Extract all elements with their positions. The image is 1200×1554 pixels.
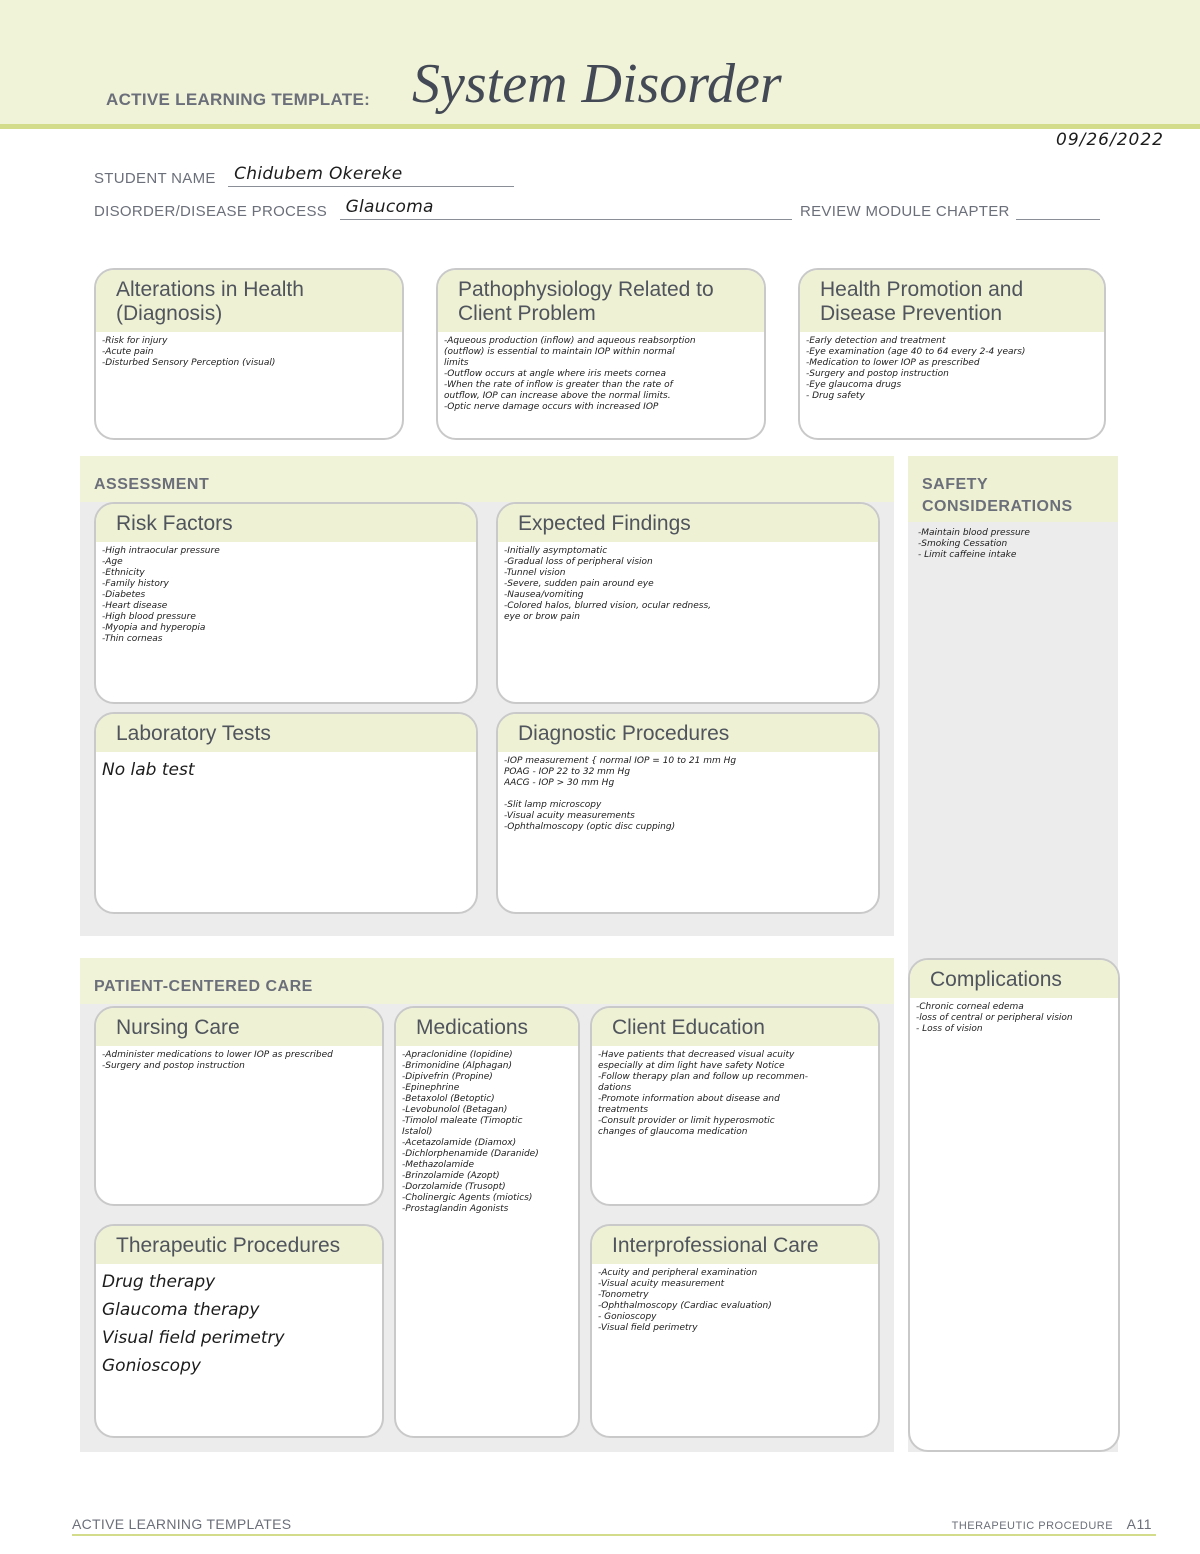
- footer-divider: [72, 1534, 1156, 1536]
- student-name-field[interactable]: [228, 166, 514, 187]
- handwritten-line: -Initially asymptomatic: [504, 546, 608, 556]
- handwritten-line: -Acuity and peripheral examination: [598, 1268, 758, 1278]
- handwritten-line: -Prostaglandin Agonists: [402, 1204, 509, 1214]
- interprofessional-care-title: Interprofessional Care: [592, 1226, 878, 1264]
- handwritten-line: -Diabetes: [102, 590, 146, 600]
- handwritten-line: -Surgery and postop instruction: [102, 1061, 245, 1071]
- laboratory-tests-content: [96, 752, 476, 788]
- handwritten-line: -Myopia and hyperopia: [102, 623, 206, 633]
- disorder-field[interactable]: [340, 199, 792, 220]
- handwritten-line: -Chronic corneal edema: [916, 1002, 1024, 1012]
- handwritten-line: outflow, IOP can increase above the normal limits.: [444, 391, 671, 401]
- handwritten-line: -Levobunolol (Betagan): [402, 1105, 508, 1115]
- handwritten-line: AACG - IOP > 30 mm Hg: [504, 778, 615, 788]
- medications-content: [396, 1046, 578, 1219]
- handwritten-line: limits: [444, 358, 469, 368]
- handwritten-line: POAG - IOP 22 to 32 mm Hg: [504, 767, 631, 777]
- header-divider: [0, 124, 1200, 129]
- complications-title: Complications: [910, 960, 1118, 998]
- expected-findings-content: [498, 542, 878, 627]
- handwritten-date: 09/26/2022: [1056, 130, 1164, 150]
- handwritten-line: -Cholinergic Agents (miotics): [402, 1193, 533, 1203]
- nursing-care-title: Nursing Care: [96, 1008, 382, 1046]
- risk-factors-box: [94, 502, 478, 704]
- expected-findings-title: Expected Findings: [498, 504, 878, 542]
- handwritten-line: especially at dim light have safety Notice: [598, 1061, 785, 1071]
- patient-care-header: [80, 958, 894, 1004]
- handwritten-line: -Epinephrine: [402, 1083, 460, 1093]
- expected-findings-box: [496, 502, 880, 704]
- student-name-row: [94, 166, 514, 187]
- handwritten-line: -Visual field perimetry: [598, 1323, 698, 1333]
- health-promotion-title: Health Promotion and Disease Prevention: [800, 270, 1104, 332]
- handwritten-line: eye or brow pain: [504, 612, 580, 622]
- handwritten-line: -Dorzolamide (Trusopt): [402, 1182, 506, 1192]
- handwritten-line: Istalol): [402, 1127, 433, 1137]
- interprofessional-care-box: [590, 1224, 880, 1438]
- template-label: ACTIVE LEARNING TEMPLATE:: [106, 90, 371, 109]
- therapeutic-procedures-title: Therapeutic Procedures: [96, 1226, 382, 1264]
- handwritten-line: -Ethnicity: [102, 568, 145, 578]
- nursing-care-content: [96, 1046, 382, 1076]
- handwritten-line: -Outflow occurs at angle where iris meets cornea: [444, 369, 666, 379]
- disorder-value: Glaucoma: [345, 197, 434, 217]
- handwritten-line: -Colored halos, blurred vision, ocular redness,: [504, 601, 712, 611]
- handwritten-line: -Brimonidine (Alphagan): [402, 1061, 512, 1071]
- health-promotion-content: [800, 332, 1104, 406]
- alterations-box: [94, 268, 404, 440]
- handwritten-line: [504, 789, 870, 800]
- handwritten-line: -Aqueous production (inflow) and aqueous reabsorption: [444, 336, 696, 346]
- handwritten-line: -Promote information about disease and: [598, 1094, 780, 1104]
- handwritten-line: -Ophthalmoscopy (optic disc cupping): [504, 822, 676, 832]
- handwritten-line: -Age: [102, 557, 123, 567]
- handwritten-line: -Consult provider or limit hyperosmotic: [598, 1116, 775, 1126]
- handwritten-line: -Tonometry: [598, 1290, 649, 1300]
- pathophysiology-content: [438, 332, 764, 417]
- handwritten-line: -Visual acuity measurements: [504, 811, 635, 821]
- handwritten-line: -Timolol maleate (Timoptic: [402, 1116, 523, 1126]
- handwritten-line: - Drug safety: [806, 391, 865, 401]
- handwritten-line: -Ophthalmoscopy (Cardiac evaluation): [598, 1301, 772, 1311]
- handwritten-line: -Acetazolamide (Diamox): [402, 1138, 517, 1148]
- health-promotion-box: [798, 268, 1106, 440]
- alterations-content: [96, 332, 402, 373]
- template-title: System Disorder: [412, 53, 782, 115]
- handwritten-line: Drug therapy: [102, 1272, 216, 1292]
- handwritten-line: -Thin corneas: [102, 634, 163, 644]
- handwritten-line: Gonioscopy: [102, 1356, 201, 1376]
- handwritten-line: -Optic nerve damage occurs with increased IOP: [444, 402, 659, 412]
- laboratory-tests-box: [94, 712, 478, 914]
- nursing-care-box: [94, 1006, 384, 1206]
- handwritten-line: -Nausea/vomiting: [504, 590, 584, 600]
- complications-content: [910, 998, 1118, 1039]
- therapeutic-procedures-box: [94, 1224, 384, 1438]
- pathophysiology-box: [436, 268, 766, 440]
- medications-box: [394, 1006, 580, 1438]
- handwritten-line: -Betaxolol (Betoptic): [402, 1094, 495, 1104]
- handwritten-line: treatments: [598, 1105, 649, 1115]
- handwritten-line: -Have patients that decreased visual acuity: [598, 1050, 795, 1060]
- review-module-label: REVIEW MODULE CHAPTER: [800, 203, 1010, 220]
- handwritten-line: -Follow therapy plan and follow up recommen-: [598, 1072, 809, 1082]
- complications-box: [908, 958, 1120, 1452]
- handwritten-line: -Medication to lower IOP as prescribed: [806, 358, 980, 368]
- handwritten-line: -Tunnel vision: [504, 568, 566, 578]
- footer-left: ACTIVE LEARNING TEMPLATES: [72, 1516, 292, 1532]
- safety-content: [912, 524, 1126, 565]
- handwritten-line: -High intraocular pressure: [102, 546, 220, 556]
- handwritten-line: (outflow) is essential to maintain IOP within normal: [444, 347, 675, 357]
- assessment-title: ASSESSMENT: [94, 476, 210, 493]
- client-education-content: [592, 1046, 878, 1142]
- alterations-title: Alterations in Health (Diagnosis): [96, 270, 402, 332]
- therapeutic-procedures-content: [96, 1264, 382, 1384]
- handwritten-line: -IOP measurement { normal IOP = 10 to 21 mm Hg: [504, 756, 737, 766]
- student-name-label: STUDENT NAME: [94, 170, 216, 187]
- safety-header: [908, 456, 1118, 522]
- handwritten-line: -Smoking Cessation: [918, 539, 1008, 549]
- handwritten-line: -loss of central or peripheral vision: [916, 1013, 1073, 1023]
- interprofessional-care-content: [592, 1264, 878, 1338]
- medications-title: Medications: [396, 1008, 578, 1046]
- safety-title: SAFETY CONSIDERATIONS: [922, 476, 1073, 515]
- disorder-row: [94, 199, 792, 220]
- handwritten-line: - Gonioscopy: [598, 1312, 657, 1322]
- diagnostic-procedures-content: [498, 752, 878, 837]
- handwritten-line: -Visual acuity measurement: [598, 1279, 725, 1289]
- handwritten-line: -Gradual loss of peripheral vision: [504, 557, 653, 567]
- assessment-header: [80, 456, 894, 502]
- handwritten-line: -Family history: [102, 579, 169, 589]
- risk-factors-title: Risk Factors: [96, 504, 476, 542]
- handwritten-line: changes of glaucoma medication: [598, 1127, 748, 1137]
- handwritten-line: - Limit caffeine intake: [918, 550, 1017, 560]
- patient-care-title: PATIENT-CENTERED CARE: [94, 978, 313, 995]
- handwritten-line: -Slit lamp microscopy: [504, 800, 602, 810]
- page-number: A11: [1126, 1516, 1152, 1532]
- risk-factors-content: [96, 542, 476, 649]
- handwritten-line: -When the rate of inflow is greater than the rate of: [444, 380, 673, 390]
- handwritten-line: Visual field perimetry: [102, 1328, 285, 1348]
- handwritten-line: -Brinzolamide (Azopt): [402, 1171, 500, 1181]
- handwritten-line: -Administer medications to lower IOP as prescribed: [102, 1050, 333, 1060]
- handwritten-line: -Dipivefrin (Propine): [402, 1072, 493, 1082]
- review-module-row: [800, 199, 1100, 220]
- handwritten-line: -Surgery and postop instruction: [806, 369, 949, 379]
- student-name-value: Chidubem Okereke: [234, 164, 403, 184]
- handwritten-line: -High blood pressure: [102, 612, 196, 622]
- footer-section-label: THERAPEUTIC PROCEDURE: [951, 1520, 1114, 1532]
- handwritten-line: dations: [598, 1083, 632, 1093]
- diagnostic-procedures-title: Diagnostic Procedures: [498, 714, 878, 752]
- handwritten-line: -Methazolamide: [402, 1160, 475, 1170]
- handwritten-line: -Risk for injury: [102, 336, 168, 346]
- handwritten-line: Glaucoma therapy: [102, 1300, 260, 1320]
- handwritten-line: -Heart disease: [102, 601, 168, 611]
- client-education-box: [590, 1006, 880, 1206]
- handwritten-line: -Eye examination (age 40 to 64 every 2-4 years): [806, 347, 1026, 357]
- handwritten-line: -Early detection and treatment: [806, 336, 946, 346]
- review-module-field[interactable]: [1016, 199, 1100, 220]
- handwritten-line: -Eye glaucoma drugs: [806, 380, 902, 390]
- pathophysiology-title: Pathophysiology Related to Client Problem: [438, 270, 764, 332]
- handwritten-line: -Disturbed Sensory Perception (visual): [102, 358, 276, 368]
- footer-right: [952, 1516, 1152, 1532]
- handwritten-line: -Maintain blood pressure: [918, 528, 1030, 538]
- handwritten-line: -Severe, sudden pain around eye: [504, 579, 654, 589]
- disorder-label: DISORDER/DISEASE PROCESS: [94, 203, 328, 220]
- handwritten-line: -Acute pain: [102, 347, 154, 357]
- client-education-title: Client Education: [592, 1008, 878, 1046]
- handwritten-line: -Dichlorphenamide (Daranide): [402, 1149, 539, 1159]
- handwritten-line: No lab test: [102, 760, 195, 780]
- handwritten-line: -Apraclonidine (Iopidine): [402, 1050, 513, 1060]
- diagnostic-procedures-box: [496, 712, 880, 914]
- laboratory-tests-title: Laboratory Tests: [96, 714, 476, 752]
- handwritten-line: - Loss of vision: [916, 1024, 983, 1034]
